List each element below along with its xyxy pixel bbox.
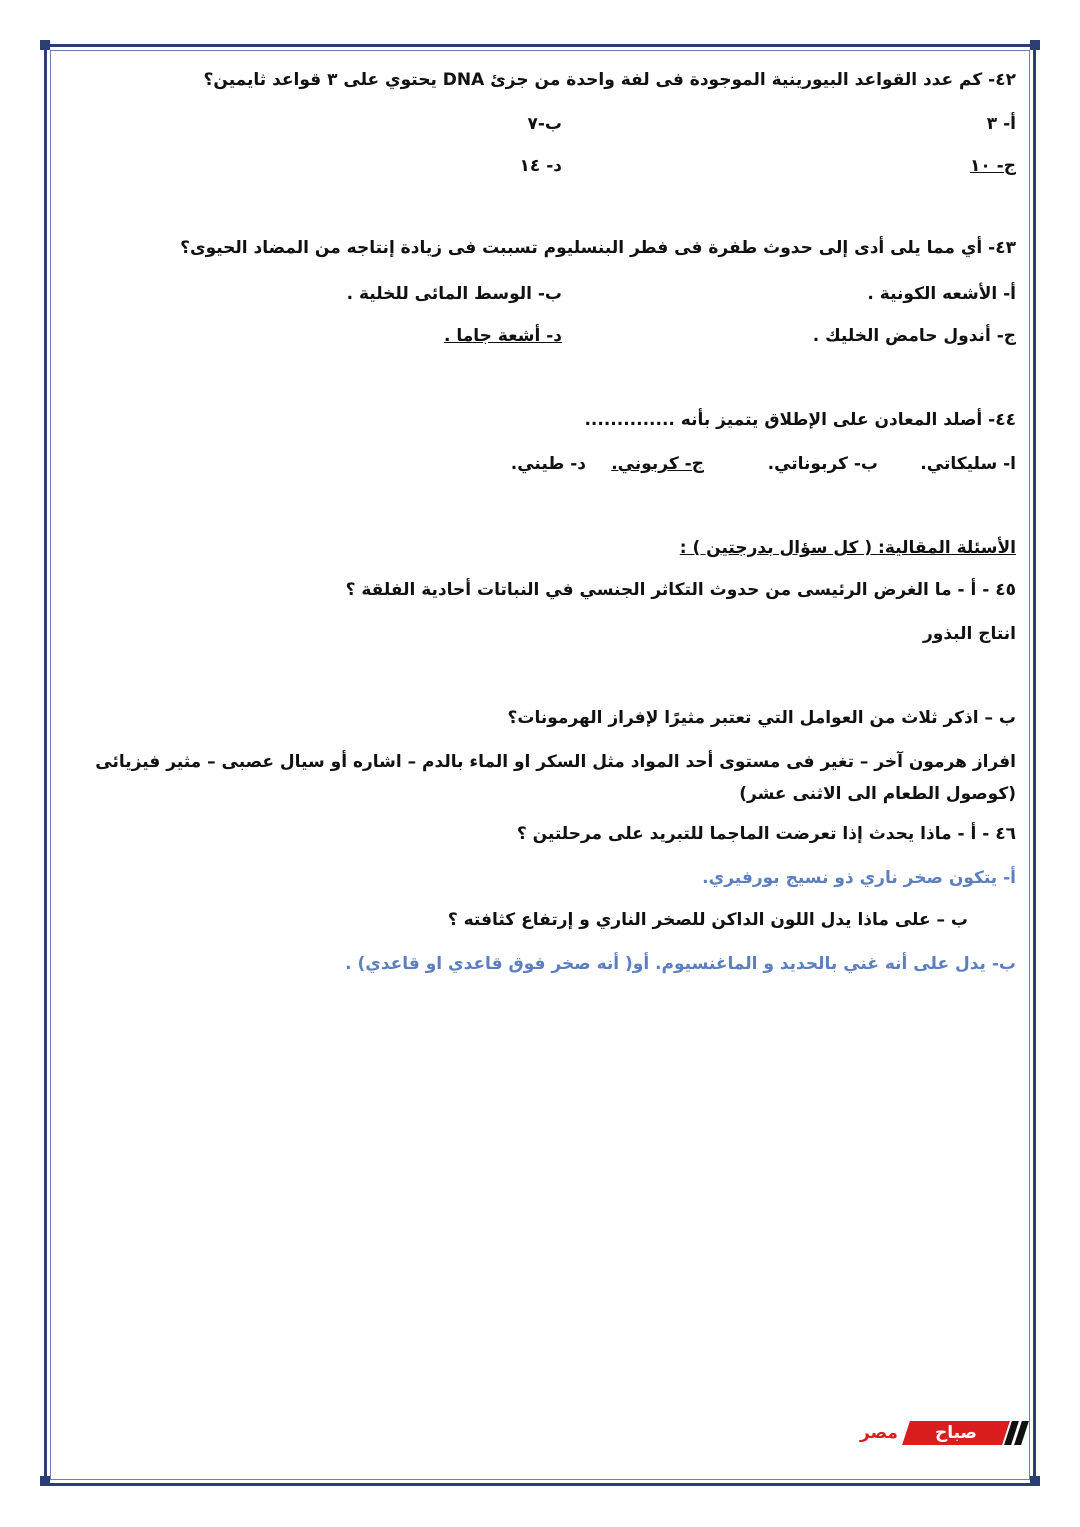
q44-option-b: ب- كربوناتي. — [767, 454, 878, 474]
q42-option-a: أ- ٣ — [986, 114, 1016, 134]
q46-part-a: ٤٦ - أ - ماذا يحدث إذا تعرضت الماجما للتبريد على مرحلتين ؟ — [516, 824, 1016, 844]
logo-country-text: مصر — [860, 1423, 898, 1443]
logo-brand-text: صباح — [934, 1423, 977, 1443]
q43-options-row2 — [56, 326, 1016, 352]
corner-ornament — [40, 1476, 50, 1486]
essay-section-heading: الأسئلة المقالية: ( كل سؤال بدرجتين ) : — [679, 538, 1016, 558]
q42-option-b: ب-٧ — [527, 114, 562, 134]
q42-option-d: د- ١٤ — [519, 156, 562, 176]
corner-ornament — [1030, 40, 1040, 50]
q46-answer-a: أ- يتكون صخر ناري ذو نسيج بورفيري. — [702, 868, 1016, 888]
site-logo — [858, 1418, 1026, 1448]
q42-option-c-correct: ج- ١٠ — [970, 156, 1016, 176]
q44-options-row — [56, 454, 1016, 480]
corner-ornament — [40, 40, 50, 50]
q44-option-a: ا- سليكاتي. — [920, 454, 1016, 474]
q42-options-row1 — [56, 114, 1016, 140]
q43-question: ٤٣- أي مما يلى أدى إلى حدوث طفرة فى فطر البنسليوم تسببت فى زيادة إنتاجه من المضاد الحيوى؟ — [180, 238, 1016, 258]
logo-red-block — [902, 1421, 1010, 1445]
q45-answer-b-line1: افراز هرمون آخر – تغير فى مستوى أحد المواد مثل السكر او الماء بالدم – اشاره أو سيال عصبى – مثير فيزيائى — [95, 752, 1016, 772]
q46-part-b: ب – على ماذا يدل اللون الداكن للصخر الناري و إرتفاع كثافته ؟ — [447, 910, 968, 930]
q44-option-c-correct: ج- كربوني. — [611, 454, 704, 474]
q45-answer-a: انتاج البذور — [922, 624, 1016, 644]
q43-option-a: أ- الأشعه الكونية . — [867, 284, 1016, 304]
q45-answer-b-line2: (كوصول الطعام الى الاثنى عشر) — [739, 784, 1016, 804]
q43-option-d-correct: د- أشعة جاما . — [444, 326, 562, 346]
q42-options-row2 — [56, 156, 1016, 182]
q43-option-b: ب- الوسط المائى للخلية . — [346, 284, 562, 304]
q46-answer-b: ب- يدل على أنه غني بالحديد و الماغنسيوم. أو( أنه صخر فوق قاعدي او قاعدي) . — [345, 954, 1016, 974]
q45-part-a: ٤٥ - أ - ما الغرض الرئيسى من حدوث التكاثر الجنسي في النباتات أحادية الفلقة ؟ — [345, 580, 1016, 600]
q43-option-c: ج- أندول حامض الخليك . — [812, 326, 1016, 346]
q44-option-d: د- طيني. — [510, 454, 586, 474]
q42-question: ٤٢- كم عدد القواعد البيورينية الموجودة فى لفة واحدة من جزئ DNA يحتوي على ٣ قواعد ثايمين؟ — [203, 70, 1016, 90]
q43-options-row1 — [56, 284, 1016, 310]
corner-ornament — [1030, 1476, 1040, 1486]
q44-question: ٤٤- أصلد المعادن على الإطلاق يتميز بأنه .............. — [584, 410, 1016, 430]
q45-part-b: ب – اذكر ثلاث من العوامل التي تعتبر مثيرًا لإفراز الهرمونات؟ — [507, 708, 1016, 728]
